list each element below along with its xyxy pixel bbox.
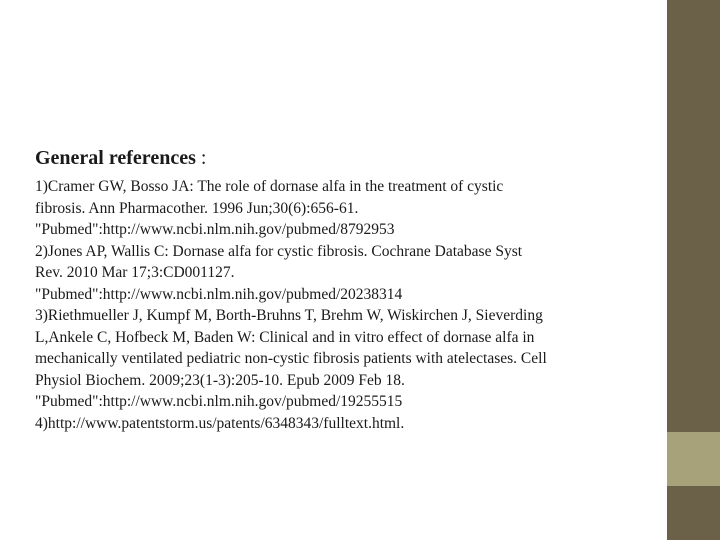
heading-label: General references [35, 147, 196, 169]
reference-line: mechanically ventilated pediatric non-cystic fibrosis patients with atelectases. Cell [35, 350, 547, 367]
reference-line: "Pubmed":http://www.ncbi.nlm.nih.gov/pubmed/19255515 [35, 393, 403, 410]
reference-line: 1)Cramer GW, Bosso JA: The role of dornase alfa in the treatment of cystic [35, 178, 504, 195]
reference-line: 2)Jones AP, Wallis C: Dornase alfa for cystic fibrosis. Cochrane Database Syst [35, 242, 523, 260]
reference-line: L,Ankele C, Hofbeck M, Baden W: Clinical and in vitro effect of dornase alfa in [35, 328, 535, 346]
reference-line: 4)http://www.patentstorm.us/patents/6348343/fulltext.html. [35, 414, 405, 432]
reference-list [35, 176, 635, 434]
references-heading [35, 144, 635, 172]
reference-line: "Pubmed":http://www.ncbi.nlm.nih.gov/pubmed/20238314 [35, 285, 403, 303]
heading-suffix: : [195, 147, 207, 169]
reference-line: fibrosis. Ann Pharmacother. 1996 Jun;30(6):656-61. [35, 199, 359, 217]
references-content [35, 144, 635, 434]
reference-line: "Pubmed":http://www.ncbi.nlm.nih.gov/pubmed/8792953 [35, 221, 395, 238]
reference-line: 3)Riethmueller J, Kumpf M, Borth-Bruhns T, Brehm W, Wiskirchen J, Sieverding [35, 307, 543, 324]
reference-line: Rev. 2010 Mar 17;3:CD001127. [35, 264, 235, 281]
reference-line: Physiol Biochem. 2009;23(1-3):205-10. Epub 2009 Feb 18. [35, 371, 405, 389]
sidebar-accent-block [667, 432, 720, 486]
